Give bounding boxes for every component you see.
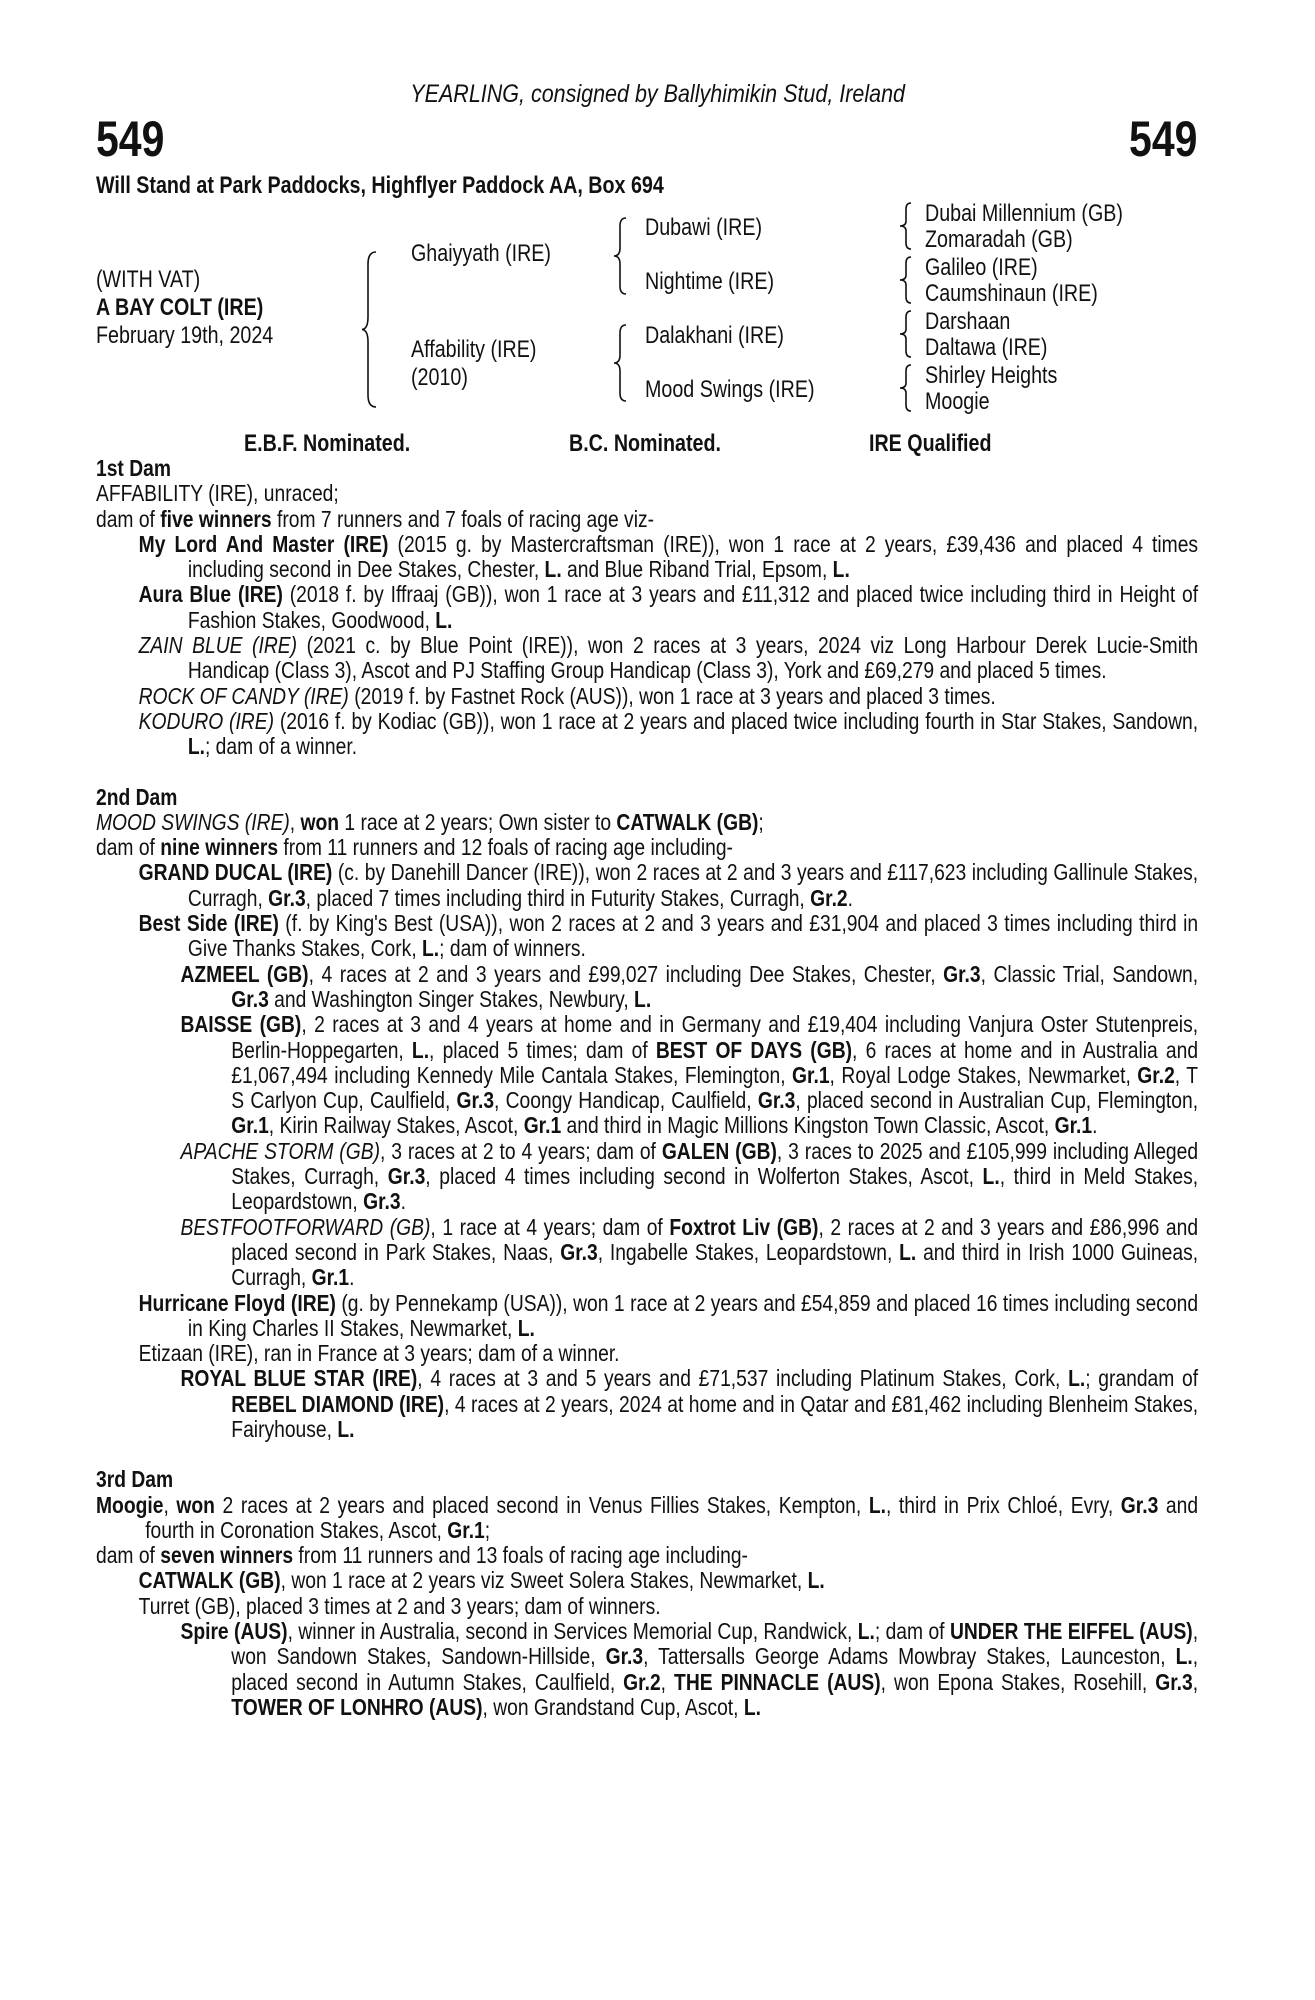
text: , Classic Trial, Sandown,	[980, 960, 1199, 987]
bold-text: L.	[899, 1238, 917, 1265]
pedigree-entry	[180, 962, 1198, 1013]
text: ; grandam of	[1085, 1365, 1199, 1392]
text: , T S Carlyon Cup, Caulfield,	[231, 1061, 1199, 1114]
pedigree-gen4: Darshaan	[925, 308, 1011, 335]
text: , placed 4 times including second in Wolferton Stakes, Ascot,	[425, 1163, 983, 1190]
pedigree-entry	[139, 1594, 1198, 1619]
bold-text: Gr.3	[757, 1087, 796, 1114]
bold-text: L.	[857, 1618, 875, 1645]
text: , third in Prix Chloé, Evry,	[885, 1491, 1121, 1518]
bold-text: Gr.1	[231, 1112, 269, 1139]
text: ,	[660, 1668, 675, 1695]
italic-text: ZAIN BLUE (IRE)	[138, 632, 298, 659]
pedigree-gen3: Mood Swings (IRE)	[645, 376, 815, 403]
bold-text: Gr.2	[1137, 1061, 1175, 1088]
pedigree-gen4: Shirley Heights	[925, 362, 1058, 389]
italic-text: ROCK OF CANDY (IRE)	[138, 682, 349, 709]
bold-text: L.	[411, 1036, 430, 1063]
brace-icon	[362, 252, 382, 407]
text: , placed second in Australian Cup, Flemington,	[795, 1087, 1199, 1114]
bold-text: Gr.2	[623, 1668, 661, 1695]
bold-text: L.	[1068, 1365, 1086, 1392]
pedigree-gen4: Zomaradah (GB)	[925, 226, 1073, 253]
bold-text: five winners	[160, 505, 272, 532]
bold-text: Hurricane Floyd (IRE)	[138, 1289, 336, 1316]
text: , 6 races at home and in Australia and £1,067,494 including Kennedy Mile Cantala Stakes, Flemington,	[231, 1036, 1199, 1088]
pedigree-entry	[96, 835, 1198, 860]
bold-text: GRAND DUCAL (IRE)	[138, 859, 333, 886]
text: and Washington Singer Stakes, Newbury,	[268, 985, 635, 1012]
text: , won 1 race at 2 years viz Sweet Solera Stakes, Newmarket,	[280, 1567, 808, 1594]
bold-text: Gr.3	[1155, 1668, 1193, 1695]
text: .	[349, 1264, 355, 1291]
text: , 4 races at 3 and 5 years and £71,537 including Platinum Stakes, Cork,	[417, 1365, 1069, 1392]
pedigree-gen3: Dubawi (IRE)	[645, 214, 763, 241]
pedigree-entry	[180, 1366, 1198, 1442]
text: ,	[163, 1491, 177, 1518]
text: .	[1092, 1112, 1098, 1139]
produce-record	[96, 456, 1198, 1720]
pedigree-entry	[139, 1341, 1198, 1366]
horse-name: A BAY COLT (IRE)	[96, 294, 264, 321]
bold-text: Gr.3	[943, 960, 981, 987]
bold-text: Moogie	[96, 1491, 164, 1518]
bold-text: L.	[517, 1314, 535, 1341]
pedigree-entry	[139, 684, 1198, 709]
text: dam of	[96, 505, 161, 532]
bold-text: Gr.3	[231, 985, 269, 1012]
pedigree-entry	[96, 1543, 1198, 1568]
bold-text: Gr.1	[1054, 1112, 1093, 1139]
text: , placed second in Autumn Stakes, Caulfield,	[231, 1643, 1199, 1695]
bold-text: Foxtrot Liv (GB)	[669, 1213, 819, 1240]
pedigree-gen3: Nightime (IRE)	[645, 268, 775, 295]
bc-nomination: B.C. Nominated.	[569, 430, 721, 457]
bold-text: L.	[832, 556, 850, 583]
text: , Tattersalls George Adams Mowbray Stakes, Launceston,	[643, 1643, 1176, 1670]
italic-text: APACHE STORM (GB)	[180, 1137, 380, 1164]
vat-label: (WITH VAT)	[96, 266, 201, 293]
text: (2019 f. by Fastnet Rock (AUS)), won 1 race at 3 years and placed 3 times.	[348, 682, 996, 709]
text: (2016 f. by Kodiac (GB)), won 1 race at 2 years and placed twice including fourth in Star Stakes, Sandown,	[274, 707, 1199, 734]
bold-text: L.	[544, 556, 562, 583]
bold-text: Gr.3	[605, 1643, 644, 1670]
bold-text: L.	[337, 1415, 355, 1442]
text: AFFABILITY (IRE), unraced;	[96, 480, 339, 507]
text: 1 race at 2 years; Own sister to	[339, 808, 617, 835]
text: Etizaan (IRE), ran in France at 3 years; dam of a winner.	[138, 1340, 620, 1367]
consignor-line: YEARLING, consigned by Ballyhimikin Stud, Ireland	[410, 80, 905, 108]
bold-text: AZMEEL (GB)	[180, 960, 309, 987]
brace-icon	[614, 325, 630, 401]
text: .	[847, 884, 854, 911]
text: , 3 races at 2 to 4 years; dam of	[379, 1137, 662, 1164]
text: (2018 f. by Iffraaj (GB)), won 1 race at 3 years and £11,312 and placed twice including third in Height of Fashion Stakes, Goodwood,	[187, 581, 1199, 633]
text: , winner in Australia, second in Services Memorial Cup, Randwick,	[287, 1618, 858, 1645]
text: , Royal Lodge Stakes, Newmarket,	[829, 1061, 1138, 1088]
pedigree-entry	[96, 507, 1198, 532]
brace-icon	[900, 257, 914, 303]
pedigree-entry	[139, 709, 1198, 760]
bold-text: Gr.3	[1120, 1491, 1159, 1518]
pedigree-dam-year: (2010)	[411, 364, 468, 391]
text: , 1 race at 4 years; dam of	[430, 1213, 670, 1240]
foaling-date: February 19th, 2024	[96, 322, 274, 349]
pedigree-entry	[139, 582, 1198, 633]
brace-icon	[900, 365, 914, 411]
text: and third in Magic Millions Kingston Town Classic, Ascot,	[561, 1112, 1055, 1139]
bold-text: Gr.1	[311, 1264, 350, 1291]
text: , won Sandown Stakes, Sandown-Hillside,	[231, 1618, 1199, 1670]
italic-text: BESTFOOTFORWARD (GB)	[180, 1213, 431, 1240]
bold-text: L.	[435, 606, 453, 633]
text: (2021 c. by Blue Point (IRE)), won 2 races at 3 years, 2024 viz Long Harbour Derek Lucie-Smith Handicap (Class 3), Ascot and PJ Staffing Group Handicap (Class 3), York and £69,279 and placed 5 times.	[187, 632, 1199, 684]
text: .	[400, 1188, 406, 1215]
pedigree-gen4: Daltawa (IRE)	[925, 334, 1048, 361]
brace-icon	[614, 218, 630, 294]
pedigree-gen4: Dubai Millennium (GB)	[925, 200, 1123, 227]
text: , Kirin Railway Stakes, Ascot,	[268, 1112, 524, 1139]
bold-text: Gr.3	[560, 1238, 598, 1265]
text: ; dam of	[874, 1618, 950, 1645]
text: , 2 races at 2 and 3 years and £86,996 and placed second in Park Stakes, Naas,	[231, 1213, 1199, 1265]
bold-text: My Lord And Master (IRE)	[138, 530, 389, 557]
lot-number-right: 549	[1128, 111, 1197, 167]
pedigree-gen3: Dalakhani (IRE)	[645, 322, 784, 349]
section-heading: 3rd Dam	[96, 1466, 174, 1493]
bold-text: Best Side (IRE)	[138, 910, 279, 937]
text: from 7 runners and 7 foals of racing age viz-	[271, 505, 655, 532]
bold-text: L.	[422, 935, 440, 962]
pedigree-entry	[96, 810, 1198, 835]
bold-text: won	[176, 1491, 215, 1518]
pedigree-entry	[139, 1291, 1198, 1342]
bold-text: L.	[868, 1491, 886, 1518]
text: ,	[1192, 1668, 1199, 1695]
bold-text: L.	[1175, 1643, 1193, 1670]
section-heading: 1st Dam	[96, 455, 171, 481]
text: (f. by King's Best (USA)), won 2 races at 2 and 3 years and £31,904 and placed 3 times including third in Give Thanks Stakes, Cork,	[187, 910, 1199, 962]
text: ;	[758, 808, 764, 835]
brace-icon	[900, 311, 914, 357]
bold-text: ROYAL BLUE STAR (IRE)	[180, 1365, 418, 1392]
text: , third in Meld Stakes, Leopardstown,	[231, 1163, 1199, 1215]
text: (c. by Danehill Dancer (IRE)), won 2 races at 2 and 3 years and £117,623 including Gallinule Stakes, Curragh,	[187, 859, 1199, 911]
bold-text: L.	[982, 1163, 1000, 1190]
bold-text: Gr.3	[363, 1188, 401, 1215]
text: (2015 g. by Mastercraftsman (IRE)), won 1 race at 2 years, £39,436 and placed 4 times including second in Dee Stakes, Chester,	[187, 530, 1199, 583]
pedigree-entry	[96, 1493, 1198, 1544]
dam-section	[96, 1467, 1198, 1720]
pedigree-entry	[139, 633, 1198, 684]
bold-text: CATWALK (GB)	[616, 808, 759, 835]
text: and fourth in Coronation Stakes, Ascot,	[145, 1491, 1199, 1543]
pedigree-entry	[180, 1619, 1198, 1720]
bold-text: nine winners	[160, 834, 279, 861]
pedigree-entry	[96, 481, 1198, 506]
text: Turret (GB), placed 3 times at 2 and 3 years; dam of winners.	[138, 1592, 661, 1619]
bold-text: CATWALK (GB)	[138, 1567, 281, 1594]
bold-text: Gr.1	[447, 1516, 485, 1543]
text: from 11 runners and 12 foals of racing age including-	[278, 834, 733, 861]
bold-text: THE PINNACLE (AUS)	[674, 1668, 881, 1695]
pedigree-gen4: Caumshinaun (IRE)	[925, 280, 1098, 307]
bold-text: seven winners	[160, 1542, 294, 1569]
pedigree-entry	[139, 532, 1198, 583]
text: , 4 races at 2 and 3 years and £99,027 including Dee Stakes, Chester,	[308, 960, 944, 987]
dam-section	[96, 456, 1198, 760]
text: , 3 races to 2025 and £105,999 including Alleged Stakes, Curragh,	[231, 1137, 1199, 1190]
text: 2 races at 2 years and placed second in Venus Fillies Stakes, Kempton,	[214, 1491, 869, 1518]
bold-text: Gr.3	[456, 1087, 495, 1114]
text: , won Grandstand Cup, Ascot,	[482, 1693, 744, 1720]
text: (g. by Pennekamp (USA)), won 1 race at 2 years and £54,859 and placed 16 times including second in King Charles II Stakes, Newmarket,	[187, 1289, 1199, 1341]
bold-text: L.	[634, 985, 652, 1012]
bold-text: Spire (AUS)	[180, 1618, 288, 1645]
bold-text: L.	[743, 1693, 762, 1720]
ebf-nomination: E.B.F. Nominated.	[244, 430, 411, 457]
bold-text: Gr.1	[523, 1112, 562, 1139]
bold-text: TOWER OF LONHRO (AUS)	[231, 1693, 483, 1720]
pedigree-dam: Affability (IRE)	[411, 336, 537, 363]
bold-text: Gr.3	[387, 1163, 426, 1190]
bold-text: Gr.2	[810, 884, 848, 911]
text: dam of	[96, 1542, 161, 1569]
section-heading: 2nd Dam	[96, 783, 178, 810]
pedigree-entry	[139, 1568, 1198, 1593]
text: and Blue Riband Trial, Epsom,	[561, 556, 833, 583]
pedigree-entry	[180, 1215, 1198, 1291]
bold-text: Gr.1	[792, 1061, 830, 1088]
text: and third in Irish 1000 Guineas, Curragh,	[231, 1238, 1199, 1291]
pedigree-gen4: Moogie	[925, 388, 990, 415]
text: , placed 5 times; dam of	[429, 1036, 656, 1063]
text: ; dam of winners.	[439, 935, 586, 962]
ire-qualified: IRE Qualified	[869, 430, 992, 457]
pedigree-entry	[139, 911, 1198, 962]
bold-text: Aura Blue (IRE)	[138, 581, 283, 608]
pedigree-gen4: Galileo (IRE)	[925, 254, 1038, 281]
pedigree-sire: Ghaiyyath (IRE)	[411, 240, 551, 267]
bold-text: GALEN (GB)	[661, 1137, 777, 1164]
text: , 2 races at 3 and 4 years at home and in Germany and £19,404 including Vanjura Oster Stutenpreis, Berlin-Hoppegarten,	[231, 1011, 1199, 1063]
italic-text: MOOD SWINGS (IRE)	[96, 808, 290, 835]
stabling-location: Will Stand at Park Paddocks, Highflyer Paddock AA, Box 694	[96, 172, 664, 199]
pedigree-entry	[180, 1139, 1198, 1215]
text: , won Epona Stakes, Rosehill,	[880, 1668, 1156, 1695]
text: ,	[289, 808, 301, 835]
bold-text: UNDER THE EIFFEL (AUS)	[949, 1618, 1193, 1645]
text: from 11 runners and 13 foals of racing age including-	[293, 1542, 748, 1569]
pedigree-entry	[180, 1012, 1198, 1138]
bold-text: BAISSE (GB)	[180, 1011, 302, 1038]
pedigree-entry	[139, 860, 1198, 911]
lot-number-left: 549	[96, 111, 165, 167]
dam-section	[96, 785, 1198, 1443]
text: ;	[484, 1516, 491, 1543]
bold-text: REBEL DIAMOND (IRE)	[231, 1390, 445, 1417]
text: , Coongy Handicap, Caulfield,	[494, 1087, 758, 1114]
text: , Ingabelle Stakes, Leopardstown,	[597, 1238, 900, 1265]
text: , 4 races at 2 years, 2024 at home and in Qatar and £81,462 including Blenheim Stakes, Fairyhouse,	[231, 1390, 1199, 1442]
italic-text: KODURO (IRE)	[138, 707, 275, 734]
text: , placed 7 times including third in Futurity Stakes, Curragh,	[305, 884, 811, 911]
bold-text: BEST OF DAYS (GB)	[655, 1036, 853, 1063]
bold-text: won	[300, 808, 340, 835]
bold-text: L.	[807, 1567, 825, 1594]
bold-text: Gr.3	[268, 884, 306, 911]
bold-text: L.	[187, 733, 205, 760]
brace-icon	[900, 203, 914, 249]
text: dam of	[96, 834, 161, 861]
text: ; dam of a winner.	[204, 733, 358, 760]
